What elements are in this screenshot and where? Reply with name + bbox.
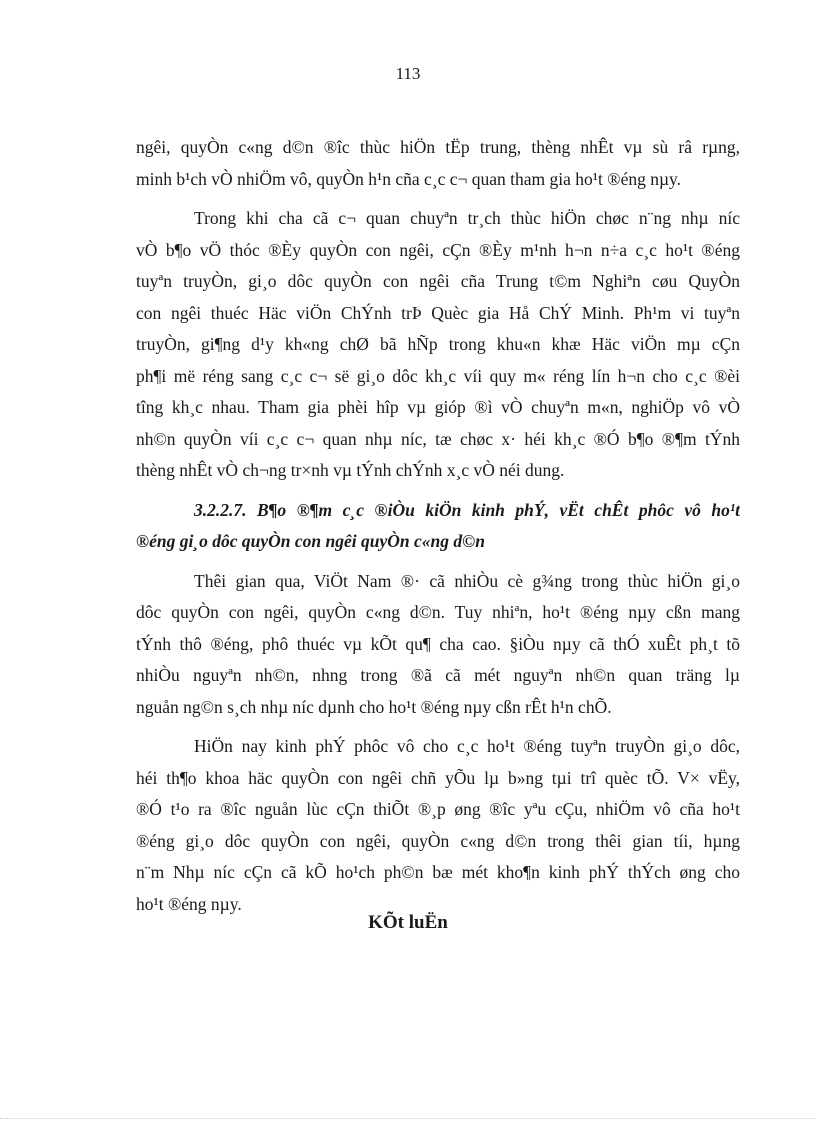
text-line: HiÖn nay kinh phÝ phôc vô cho c¸c ho¹t ®éng tuyªn truyÒn gi¸o dôc, [194, 736, 740, 756]
text-line: truyÒn, gi¶ng d¹y kh«ng chØ bã hÑp trong khu«n khæ Häc viÖn mµ cÇn [136, 334, 740, 354]
document-body [136, 132, 740, 920]
text-line: tÝnh thô ®éng, phô thuéc vµ kÕt qu¶ cha cao. §iÒu nµy cã thÓ xuÊt ph¸t tõ [136, 633, 740, 654]
text-line: con ngêi thuéc Häc viÖn ChÝnh trÞ Quèc gia Hå ChÝ Minh. Ph¹m vi tuyªn [136, 302, 740, 323]
text-line: ho¹t ®éng nµy. [136, 893, 242, 914]
text-line: n¨m Nhµ níc cÇn cã kÕ ho¹ch ph©n bæ mét kho¶n kinh phÝ thÝch øng cho [136, 862, 740, 882]
text-line: nh©n quyÒn víi c¸c c¬ quan nhµ níc, tæ chøc x· héi kh¸c ®Ó b¶o ®¶m tÝnh [136, 428, 740, 449]
paragraph-3 [136, 566, 740, 724]
page-number: 113 [395, 64, 421, 83]
heading-line: ®éng gi¸o dôc quyÒn con ngêi quyÒn c«ng d©n [136, 531, 485, 551]
text-line: thèng nhÊt vÒ ch¬ng tr×nh vµ tÝnh chÝnh x¸c vÒ néi dung. [136, 460, 565, 480]
text-line: Trong khi cha cã c¬ quan chuyªn tr¸ch thùc hiÖn chøc n¨ng nhµ níc [194, 208, 740, 228]
text-line: héi th¶o khoa häc quyÒn con ngêi chñ yÕu lµ b»ng tµi trî quèc tÕ. V× vËy, [136, 767, 740, 788]
page-bottom-rule [0, 1118, 816, 1119]
text-line: nhiÒu nguyªn nh©n, nhng trong ®ã cã mét nguyªn nh©n quan träng lµ [136, 665, 740, 685]
paragraph-2 [136, 203, 740, 487]
heading-line: 3.2.2.7. B¶o ®¶m c¸c ®iÒu kiÖn kinh phÝ, vËt chÊt phôc vô ho¹t [194, 499, 740, 520]
conclusion-title: KÕt luËn [368, 912, 448, 933]
text-line: ®Ó t¹o ra ®îc nguån lùc cÇn thiÕt ®¸p øng ®îc yªu cÇu, nhiÖm vô cña ho¹t [136, 799, 740, 819]
text-line: vÒ b¶o vÖ thóc ®Èy quyÒn con ngêi, cÇn ®Èy m¹nh h¬n n÷a c¸c ho¹t ®éng [136, 239, 740, 260]
text-line: Thêi gian qua, ViÖt Nam ®· cã nhiÒu cè g¾ng trong thùc hiÖn gi¸o [194, 570, 740, 591]
text-line: nguån ng©n s¸ch nhµ níc dµnh cho ho¹t ®éng nµy cßn rÊt h¹n chÕ. [136, 696, 612, 717]
paragraph-4 [136, 731, 740, 920]
text-line: dôc quyÒn con ngêi, quyÒn c«ng d©n. Tuy nhiªn, ho¹t ®éng nµy cßn mang [136, 602, 740, 622]
section-heading [136, 495, 740, 558]
text-line: ph¶i më réng sang c¸c c¬ së gi¸o dôc kh¸c víi quy m« réng lín h¬n cho c¸c ®èi [136, 365, 740, 386]
text-line: minh b¹ch vÒ nhiÖm vô, quyÒn h¹n cña c¸c c¬ quan tham gia ho¹t ®éng nµy. [136, 168, 682, 189]
text-line: tîng kh¸c nhau. Tham gia phèi hîp vµ gióp ®ì vÒ chuyªn m«n, nghiÖp vô vÒ [136, 397, 740, 417]
text-line: ®éng gi¸o dôc quyÒn con ngêi, quyÒn c«ng d©n trong thêi gian tíi, hµng [136, 830, 740, 851]
text-line: ngêi, quyÒn c«ng d©n ®îc thùc hiÖn tËp trung, thèng nhÊt vµ sù râ rµng, [136, 137, 740, 157]
paragraph-1 [136, 132, 740, 195]
text-line: tuyªn truyÒn, gi¸o dôc quyÒn con ngêi cña Trung t©m Nghiªn cøu QuyÒn [136, 271, 740, 291]
